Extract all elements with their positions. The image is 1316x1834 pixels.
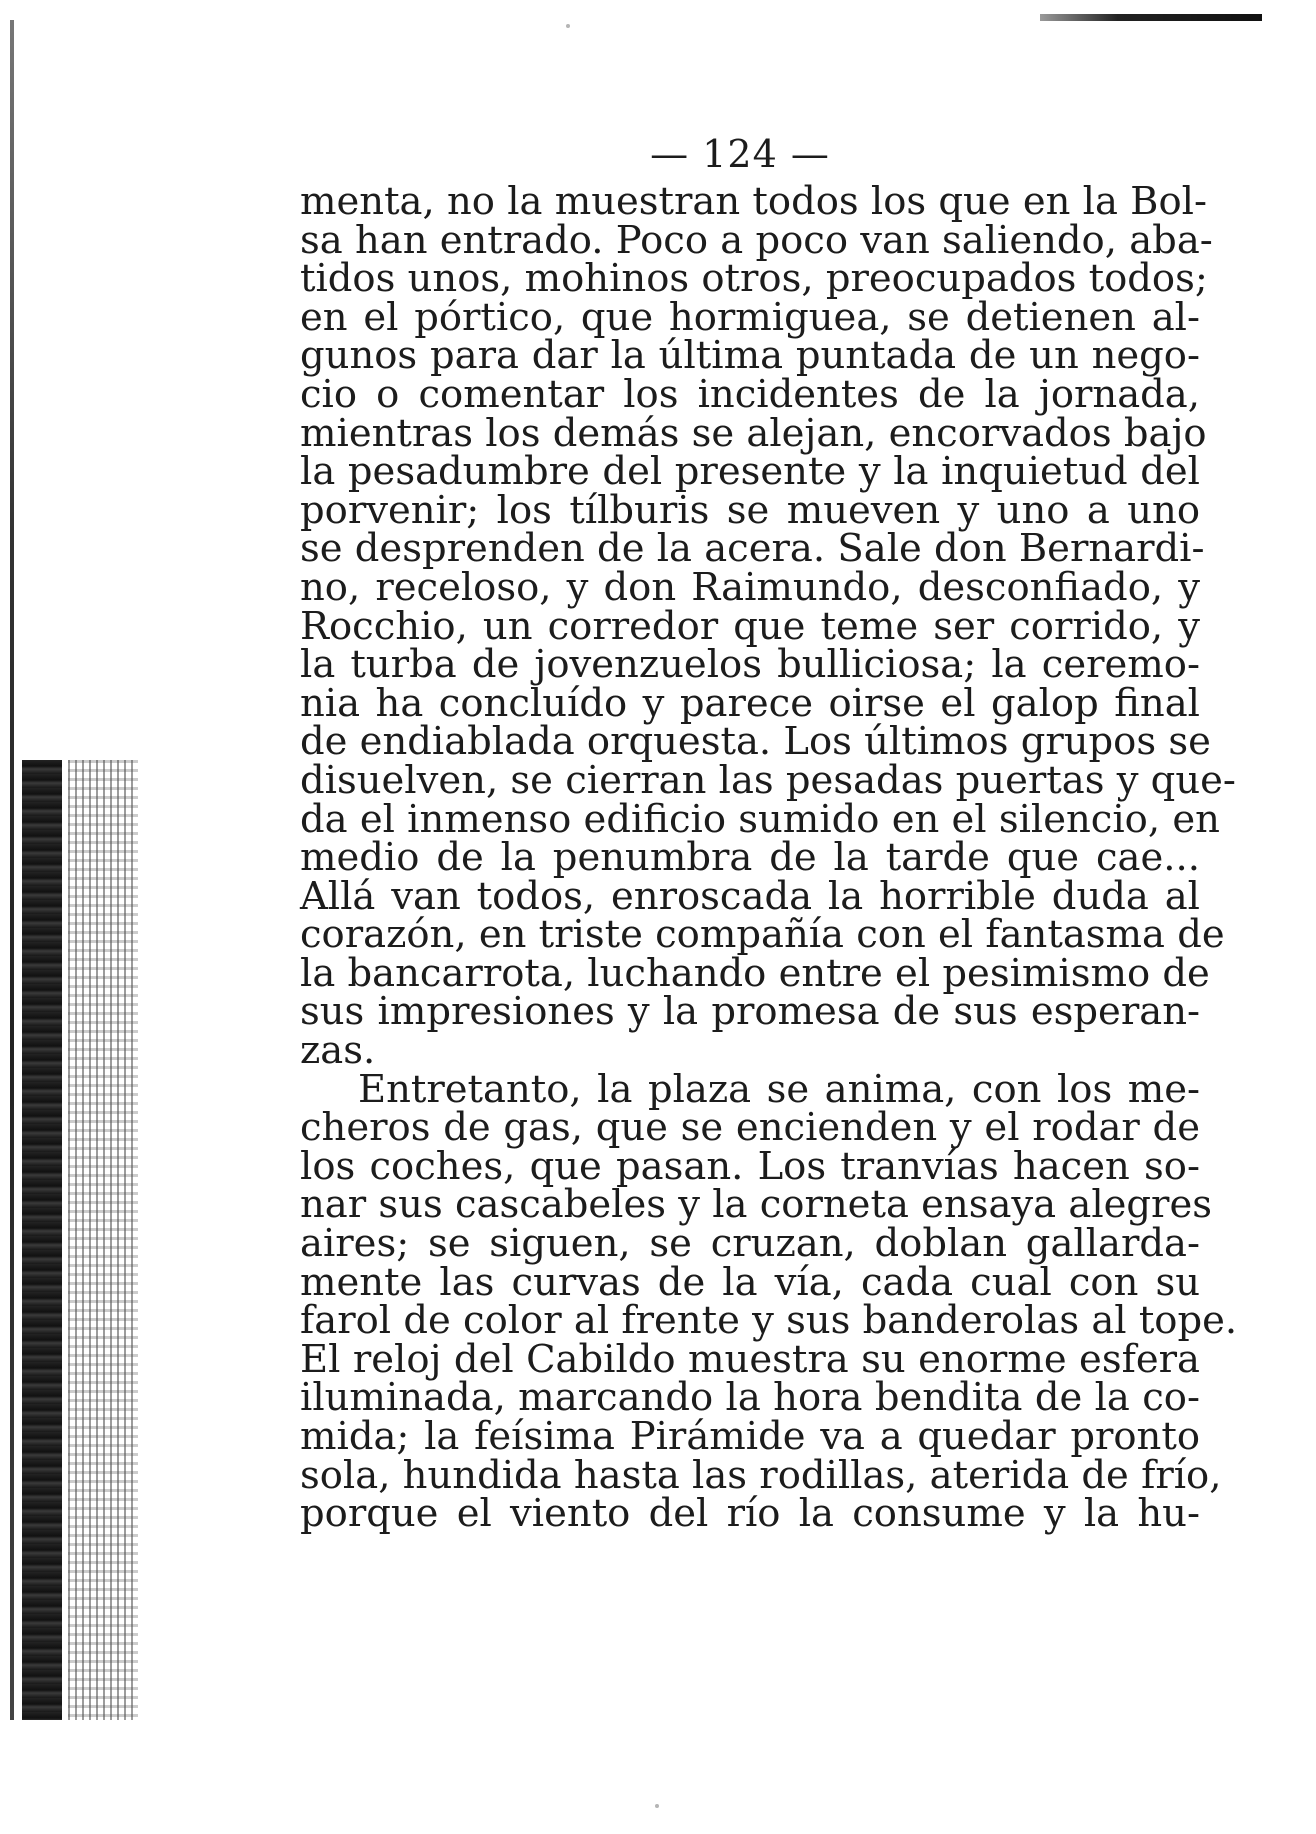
- body-text: [300, 179, 1238, 1537]
- text-line: cheros de gas, que se encienden y el rodar de: [300, 1105, 1200, 1151]
- text-line: sus impresiones y la promesa de sus esperan-: [300, 989, 1200, 1035]
- page-gutter: [0, 0, 140, 1834]
- text-line: cio o comentar los incidentes de la jornada,: [300, 371, 1200, 417]
- paper-speck: [566, 24, 570, 28]
- text-line: Allá van todos, enroscada la horrible duda al: [300, 873, 1200, 919]
- text-line: sa han entrado. Poco a poco van saliendo, aba-: [300, 217, 1213, 263]
- text-line: iluminada, marcando la hora bendita de la co-: [300, 1375, 1200, 1421]
- page-edge-line: [10, 20, 14, 1720]
- text-line: mientras los demás se alejan, encorvados bajo: [300, 410, 1207, 456]
- text-line: tidos unos, mohinos otros, preocupados todos;: [300, 256, 1208, 302]
- top-rule: [1040, 14, 1262, 21]
- text-line: menta, no la muestran todos los que en la Bol-: [300, 179, 1207, 224]
- binding-shadow: [22, 760, 62, 1720]
- text-line: nia ha concluído y parece oirse el galop final: [300, 680, 1200, 726]
- text-line: nar sus cascabeles y la corneta ensaya alegres: [300, 1182, 1213, 1228]
- text-line: Rocchio, un corredor que teme ser corrido, y: [300, 603, 1200, 649]
- text-line: aires; se siguen, se cruzan, doblan gallarda-: [300, 1221, 1200, 1267]
- text-line: medio de la penumbra de la tarde que cae...: [300, 835, 1200, 881]
- text-line: El reloj del Cabildo muestra su enorme esfera: [300, 1336, 1200, 1382]
- text-line: Entretanto, la plaza se anima, con los me-: [358, 1066, 1200, 1112]
- text-line: los coches, que pasan. Los tranvías hacen so-: [300, 1143, 1200, 1189]
- text-line: gunos para dar la última puntada de un nego-: [300, 333, 1200, 379]
- text-line: porvenir; los tílburis se mueven y uno a uno: [300, 487, 1200, 533]
- text-line: la pesadumbre del presente y la inquietud del: [300, 449, 1200, 495]
- text-line: farol de color al frente y sus banderolas al tope.: [300, 1298, 1238, 1344]
- paper-speck: [655, 1804, 659, 1808]
- text-line: zas.: [300, 1028, 376, 1074]
- text-line: disuelven, se cierran las pesadas puertas y que-: [300, 757, 1236, 803]
- text-line: de endiablada orquesta. Los últimos grupos se: [300, 719, 1211, 765]
- text-line: la bancarrota, luchando entre el pesimismo de: [300, 950, 1210, 996]
- text-line: no, receloso, y don Raimundo, desconfiado, y: [300, 564, 1200, 610]
- text-line: porque el viento del río la consume y la hu-: [300, 1491, 1200, 1537]
- text-line: la turba de jovenzuelos bulliciosa; la ceremo-: [300, 642, 1200, 688]
- text-line: en el pórtico, que hormiguea, se detienen al-: [300, 294, 1200, 340]
- binding-speckle: [68, 760, 138, 1720]
- text-line: se desprenden de la acera. Sale don Bernardi-: [300, 526, 1205, 572]
- text-line: mente las curvas de la vía, cada cual con su: [300, 1259, 1200, 1305]
- page-number: — 124 —: [650, 132, 830, 176]
- text-line: mida; la feísima Pirámide va a quedar pronto: [300, 1414, 1200, 1459]
- text-line: corazón, en triste compañía con el fantasma de: [300, 912, 1225, 958]
- text-line: sola, hundida hasta las rodillas, aterida de frío,: [300, 1452, 1222, 1498]
- text-line: da el inmenso edificio sumido en el silencio, en: [300, 796, 1220, 842]
